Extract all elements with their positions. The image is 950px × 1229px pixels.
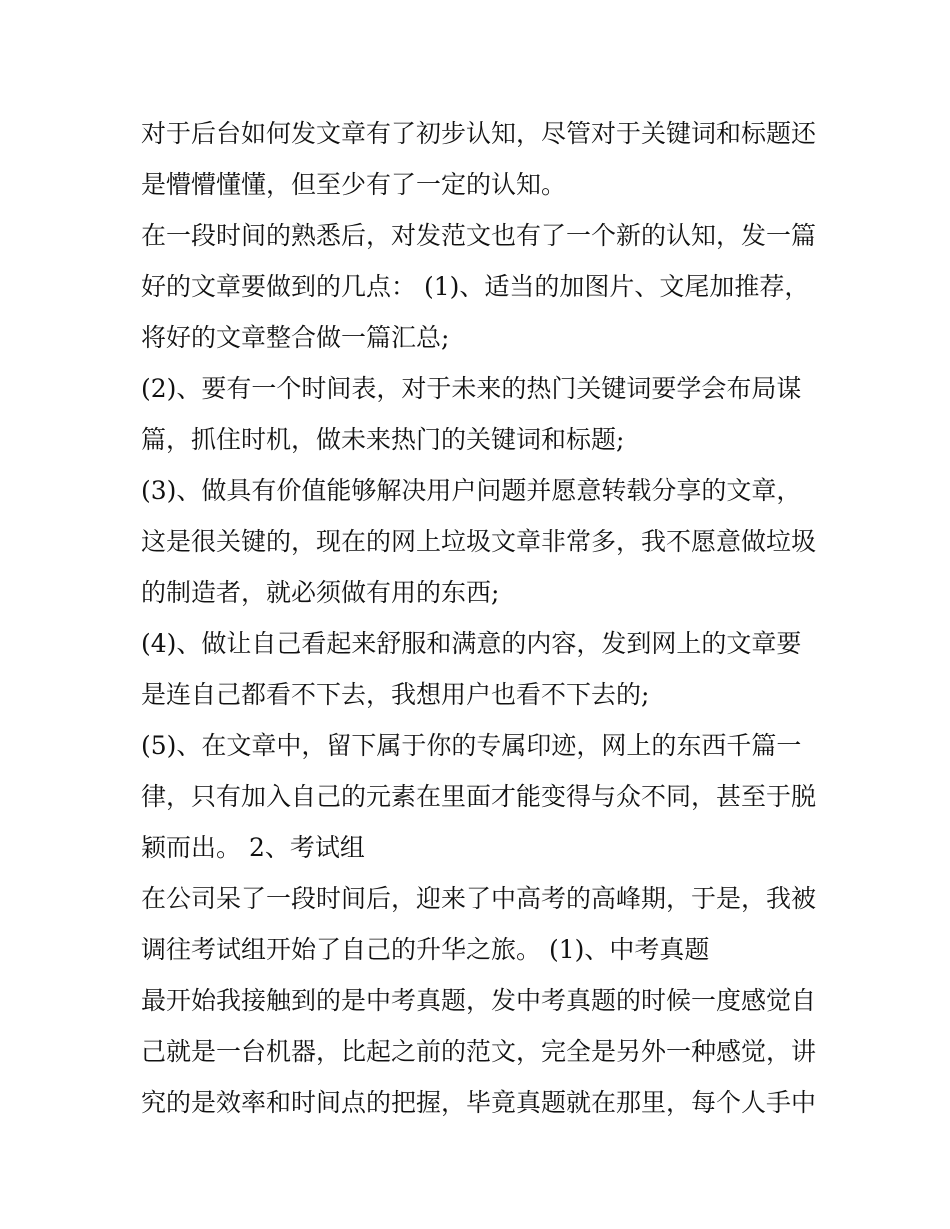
text-line: (5)、在文章中，留下属于你的专属印迹，网上的东西千篇一: [141, 731, 802, 760]
document-body: [141, 108, 821, 1128]
text-line: 是懵懵懂懂，但至少有了一定的认知。: [141, 170, 567, 199]
text-line: (4)、做让自己看起来舒服和满意的内容，发到网上的文章要: [141, 629, 802, 658]
text-line: 的制造者，就必须做有用的东西;: [141, 578, 500, 607]
text-line: 调往考试组开始了自己的升华之旅。 (1)、中考真题: [141, 935, 710, 964]
text-line: 律，只有加入自己的元素在里面才能变得与众不同，甚至于脱: [141, 782, 817, 811]
text-line: 将好的文章整合做一篇汇总;: [141, 323, 450, 352]
text-line: 在公司呆了一段时间后，迎来了中高考的高峰期，于是，我被: [141, 884, 817, 913]
text-line: 这是很关键的，现在的网上垃圾文章非常多，我不愿意做垃圾: [141, 527, 817, 556]
text-line: (2)、要有一个时间表，对于未来的热门关键词要学会布局谋: [141, 374, 802, 403]
text-line: (3)、做具有价值能够解决用户问题并愿意转载分享的文章，: [141, 476, 802, 505]
text-line: 篇，抓住时机，做未来热门的关键词和标题;: [141, 425, 625, 454]
text-line: 最开始我接触到的是中考真题，发中考真题的时候一度感觉自: [141, 986, 817, 1015]
text-line: 己就是一台机器，比起之前的范文，完全是另外一种感觉，讲: [141, 1037, 817, 1066]
text-line: 颖而出。 2、考试组: [141, 833, 365, 862]
text-line: 好的文章要做到的几点： (1)、适当的加图片、文尾加推荐，: [141, 272, 810, 301]
text-line: 是连自己都看不下去，我想用户也看不下去的;: [141, 680, 650, 709]
text-line: 究的是效率和时间点的把握，毕竟真题就在那里，每个人手中: [141, 1088, 817, 1117]
text-line: 在一段时间的熟悉后，对发范文也有了一个新的认知，发一篇: [141, 221, 817, 250]
text-line: 对于后台如何发文章有了初步认知，尽管对于关键词和标题还: [141, 119, 817, 148]
